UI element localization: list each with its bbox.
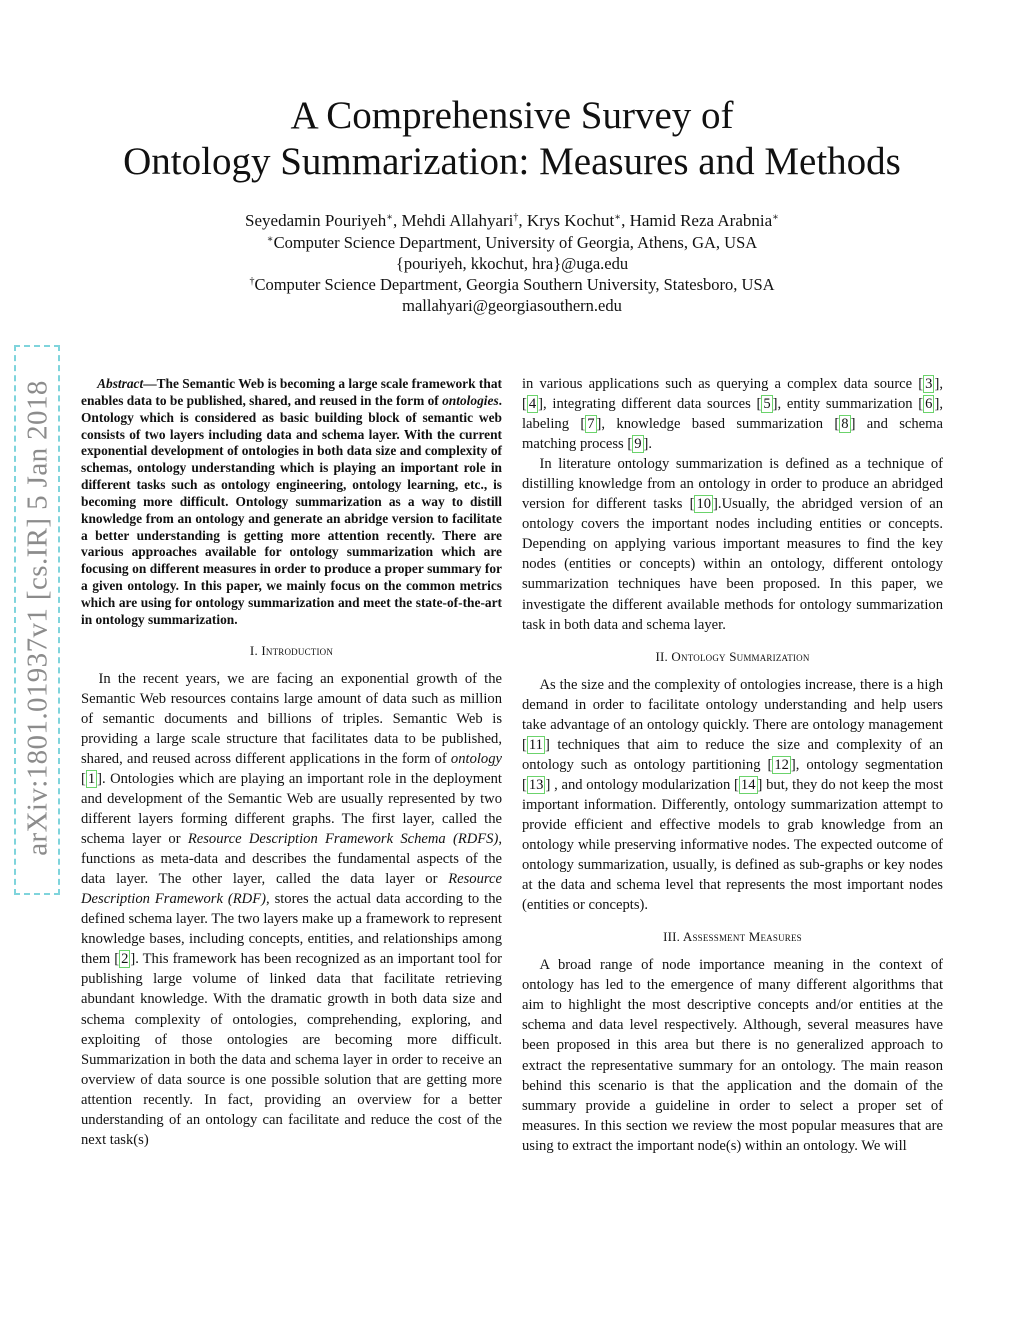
section-heading-introduction: I. Introduction xyxy=(249,642,334,658)
citation-link[interactable]: 3 xyxy=(925,376,933,392)
email-2: mallahyari@georgiasouthern.edu xyxy=(402,296,622,315)
citation-link[interactable]: 11 xyxy=(528,736,543,753)
intro-paragraph: In the recent years, we are facing an exponential growth of the Semantic Web resources contains large amount of data such as million of semantic documents and billions of triples. Semantic Web is providing a large scale structure that facilitates data to be published, shared, and reused across different applications in the form of ontology [ 1 ]. Ontologies which are playing an important role in the deployment and development of the Semantic Web are usually represented by two different layers forming different graphs. The first layer, called the schema layer or Resource Description Framework Schema (RDFS), functions as meta-data and describes the fundamental aspects of the data layer. The other layer, called the data layer or Resource Description Framework (RDF), stores the actual data according to the defined schema layer. The two layers make up a framework to represent knowledge bases, including concepts, entities, and relationships among them [ 2 ]. This framework has been recognized as an important tool for publishing large volume of linked data that facilitate retrieving abundant knowledge. With the dramatic growth in both data size and schema complexity of ontologies, comprehending, exploring, and exploiting of those ontologies are becoming more difficult. Summarization in both the data and schema layer in order to receive an overview of data source is one possible solution that are getting more attention recently. In fact, providing an overview for a better understanding of an ontology can facilitate and reduce the cost of the next task(s) xyxy=(81,670,502,1148)
ontology-summarization-paragraph: As the size and the complexity of ontologies increase, there is a high demand in order to facilitate ontology understanding and help users take advantage of an ontology quickly. There are ontology management [ 11 ] techniques that aim to reduce the size and complexity of an ontology such as ontology partitioning [ 12 ], ontology segmentation [ 13 ] , and ontology modularization [ 14 ] but, they do not keep the most important information. Differently, ontology summarization attempt to provide efficient and effective models to grab knowledge from an ontology while preserving informative nodes. The expected outcome of ontology summarization, usually, is defined as sub-graphs or key nodes at the data and schema level that represents the most important nodes (entities or concepts). xyxy=(522,676,944,914)
arxiv-identifier: arXiv:1801.01937v1 [cs.IR] 5 Jan 2018 xyxy=(21,380,54,856)
author-4: Hamid Reza Arabnia xyxy=(629,211,773,230)
citation-link[interactable]: 2 xyxy=(121,951,129,968)
right-column xyxy=(522,374,943,1156)
affiliation-2: †Computer Science Department, Georgia Southern University, Statesboro, USA xyxy=(249,275,775,294)
author-3: Krys Kochut xyxy=(526,211,615,230)
citation-link[interactable]: 12 xyxy=(774,756,789,773)
author-1: Seyedamin Pouriyeh xyxy=(245,211,387,230)
section-heading-ontology-summarization: II. Ontology Summarization xyxy=(655,648,810,664)
citation-link[interactable]: 5 xyxy=(763,396,771,413)
affiliation-1: ∗Computer Science Department, University of Georgia, Athens, GA, USA xyxy=(266,233,758,252)
citation-link[interactable]: 8 xyxy=(841,416,849,433)
citation-link[interactable]: 1 xyxy=(87,770,96,787)
citation-link[interactable]: 9 xyxy=(634,436,642,453)
paper-title xyxy=(0,93,1024,185)
definition-paragraph: In literature ontology summarization is defined as a technique of distilling knowledge from an ontology in order to produce an abridged version for different tasks [ 10 ].Usually, the abridged version of an ontology covers the important nodes including entities or concepts. Depending on applying various important measures to find the key nodes (entities or concepts) within an ontology, different ontology summarization techniques have been proposed. In this paper, we investigate the different available methods for ontology summarization task in both data and schema layer. xyxy=(522,456,943,633)
citation-link[interactable]: 7 xyxy=(587,416,595,433)
citation-link[interactable]: 10 xyxy=(696,496,712,513)
title-line-1: A Comprehensive Survey of xyxy=(290,94,734,137)
email-1: {pouriyeh, kkochut, hra}@uga.edu xyxy=(395,254,629,273)
citation-link[interactable]: 14 xyxy=(740,776,756,793)
abstract: Abstract—The Semantic Web is becoming a large scale framework that enables data to be published, shared, and reused in the form of ontologies. Ontology which is considered as basic building block of semantic web consists of two layers including data and schema layer. With the current exponential development of ontologies in both data size and complexity of schemas, ontology understanding which is playing an important role in different tasks such as ontology engineering, ontology learning, etc., is becoming more difficult. Ontology summarization as a way to distill knowledge from an ontology and generate an abridge version to facilitate a better understanding is getting more attention recently. There are various approaches available for ontology summarization which are focusing on different measures in order to produce a proper summary for a given ontology. In this paper, we mainly focus on the common metrics which are using for ontology summarization and meet the state-of-the-art in ontology summarization. xyxy=(81,376,503,627)
author-block xyxy=(0,210,1024,316)
section-heading-assessment-measures: III. Assessment Measures xyxy=(663,929,802,945)
left-column xyxy=(81,374,502,1150)
author-names: Seyedamin Pouriyeh∗, Mehdi Allahyari†, Krys Kochut∗, Hamid Reza Arabnia∗ xyxy=(245,211,779,230)
citation-link[interactable]: 6 xyxy=(925,396,933,413)
intro-continuation-paragraph: in various applications such as querying a complex data source [ 3 ], [ 4 ], integrating different data sources [ 5 ], entity summarization [ 6 ], labeling [ 7 ], knowledge based summarization [ 8 ] and schema matching process [ 9 ]. xyxy=(522,376,943,453)
citation-link[interactable]: 13 xyxy=(528,776,544,793)
author-2: Mehdi Allahyari xyxy=(401,211,514,230)
title-line-2: Ontology Summarization: Measures and Methods xyxy=(123,140,901,183)
assessment-measures-paragraph: A broad range of node importance meaning in the context of ontology has led to the emergence of many different algorithms that aim to highlight the most descriptive concepts and/or entities at the schema and data level respectively. Although, several measures have been proposed in this area but there is no generalized approach to extract the representative summary for an ontology. The main reason behind this scenario is that the application and the domain of the summary provide a guideline in order to select a proper set of measures. In this section we review the most popular measures that are using to extract the important node(s) within an ontology. We will xyxy=(522,957,943,1154)
citation-link[interactable]: 4 xyxy=(528,396,537,413)
